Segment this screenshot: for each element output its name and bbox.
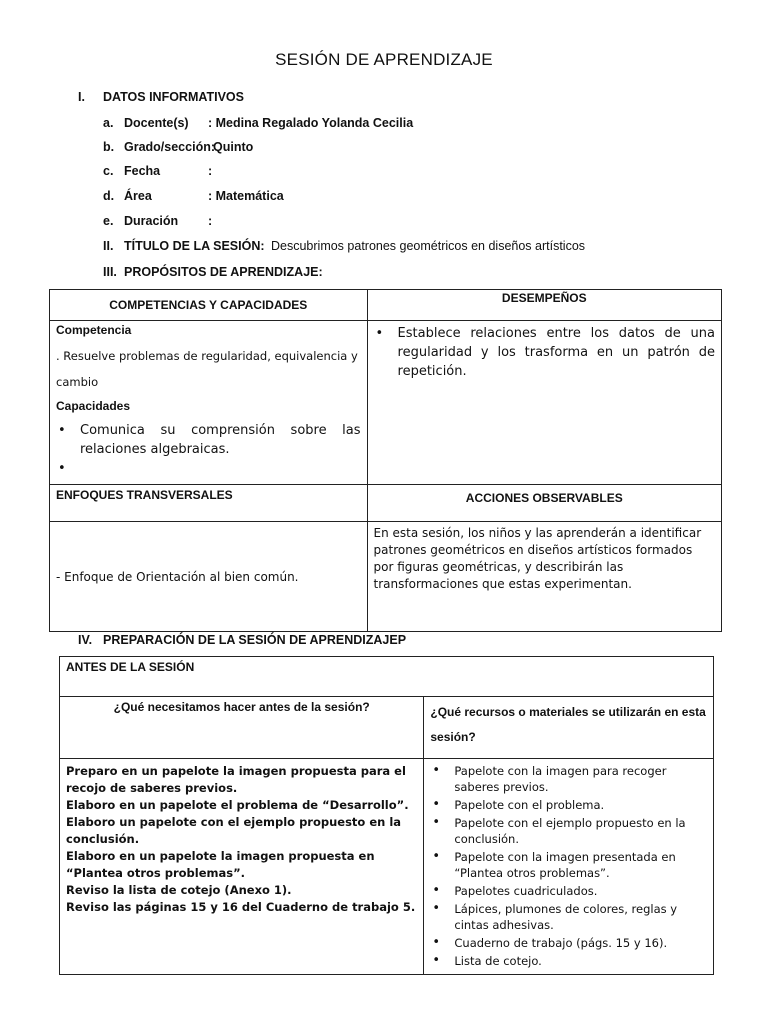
- purposes-table: [49, 289, 722, 632]
- recurso-item: • Papelote con el problema.: [430, 797, 707, 813]
- recurso-item: • Papelotes cuadriculados.: [430, 883, 707, 899]
- tarea-item: Elaboro en un papelote el problema de “Desarrollo”.: [66, 798, 409, 812]
- section-3-heading: PROPÓSITOS DE APRENDIZAJE:: [124, 265, 323, 279]
- competencia-text: . Resuelve problemas de regularidad, equivalencia y cambio: [56, 349, 358, 389]
- preparation-table: [59, 656, 714, 975]
- tarea-item: Reviso la lista de cotejo (Anexo 1).: [66, 883, 292, 897]
- desempenos-list: [374, 324, 715, 381]
- tarea-item: Elaboro un papelote con el ejemplo propuesto en la conclusión.: [66, 815, 402, 846]
- header-desempenos: DESEMPEÑOS: [367, 290, 721, 321]
- datos-value: Quinto: [213, 140, 254, 154]
- tareas-list: [66, 763, 417, 916]
- datos-value: : Medina Regalado Yolanda Cecilia: [208, 116, 414, 130]
- tareas-cell: [60, 759, 424, 975]
- recurso-item: • Lista de cotejo.: [430, 953, 707, 969]
- datos-label: Docente(s): [124, 116, 189, 130]
- recursos-cell: [424, 759, 714, 975]
- session-title-value: Descubrimos patrones geométricos en diseños artísticos: [271, 239, 586, 253]
- capacidad-item: [56, 459, 361, 478]
- section-4-number: IV.: [78, 633, 93, 647]
- header-enfoques: ENFOQUES TRANSVERSALES: [50, 485, 368, 522]
- competencias-cell: [50, 321, 368, 485]
- header-acciones: ACCIONES OBSERVABLES: [367, 485, 721, 522]
- section-2-number: II.: [103, 239, 114, 253]
- datos-value: :: [208, 214, 213, 228]
- recurso-item: • Lápices, plumones de colores, reglas y cintas adhesivas.: [430, 901, 707, 933]
- datos-letter: d.: [103, 189, 115, 203]
- datos-letter: b.: [103, 140, 115, 154]
- datos-letter: e.: [103, 214, 114, 228]
- section-1-heading: DATOS INFORMATIVOS: [103, 90, 244, 104]
- page-title: SESIÓN DE APRENDIZAJE: [275, 50, 493, 69]
- desempeno-item: • Establece relaciones entre los datos de una regularidad y los trasforma en un patrón de repetición.: [374, 324, 715, 381]
- competencia-label: Competencia: [56, 323, 132, 337]
- tarea-item: Elaboro en un papelote la imagen propuesta en “Plantea otros problemas”.: [66, 849, 375, 880]
- capacidad-item: • Comunica su comprensión sobre las relaciones algebraicas.: [56, 421, 361, 459]
- question-prep: ¿Qué necesitamos hacer antes de la sesión?: [60, 697, 424, 759]
- antes-header: ANTES DE LA SESIÓN: [60, 657, 714, 697]
- question-resources: ¿Qué recursos o materiales se utilizarán en esta sesión?: [424, 697, 714, 759]
- header-competencias: COMPETENCIAS Y CAPACIDADES: [50, 290, 368, 321]
- recurso-item: • Papelote con el ejemplo propuesto en la conclusión.: [430, 815, 707, 847]
- datos-letter: c.: [103, 164, 114, 178]
- tarea-item: Preparo en un papelote la imagen propuesta para el recojo de saberes previos.: [66, 764, 406, 795]
- datos-label: Duración: [124, 214, 179, 228]
- recurso-item: • Papelote con la imagen para recoger saberes previos.: [430, 763, 707, 795]
- datos-value: : Matemática: [208, 189, 284, 203]
- tarea-item: Reviso las páginas 15 y 16 del Cuaderno de trabajo 5.: [66, 900, 416, 914]
- datos-value: :: [208, 164, 213, 178]
- capacidades-list: [56, 421, 361, 478]
- datos-label: Fecha: [124, 164, 161, 178]
- datos-label: Área: [124, 189, 152, 203]
- capacidades-label: Capacidades: [56, 399, 131, 413]
- section-2-heading: TÍTULO DE LA SESIÓN:: [124, 239, 265, 253]
- enfoque-cell: - Enfoque de Orientación al bien común.: [50, 522, 368, 632]
- section-4-heading: PREPARACIÓN DE LA SESIÓN DE APRENDIZAJEP: [103, 633, 407, 647]
- section-3-number: III.: [103, 265, 117, 279]
- desempenos-cell: [367, 321, 721, 485]
- recurso-item: • Papelote con la imagen presentada en “Plantea otros problemas”.: [430, 849, 707, 881]
- datos-letter: a.: [103, 116, 114, 130]
- recursos-list: [430, 763, 707, 969]
- acciones-cell: En esta sesión, los niños y las aprenderán a identificar patrones geométricos en diseños artísticos formados por figuras geométricas, y describirán las transformaciones que estas experimentan.: [367, 522, 721, 632]
- datos-label: Grado/sección:: [124, 140, 215, 154]
- recurso-item: • Cuaderno de trabajo (págs. 15 y 16).: [430, 935, 707, 951]
- section-1-number: I.: [78, 90, 85, 104]
